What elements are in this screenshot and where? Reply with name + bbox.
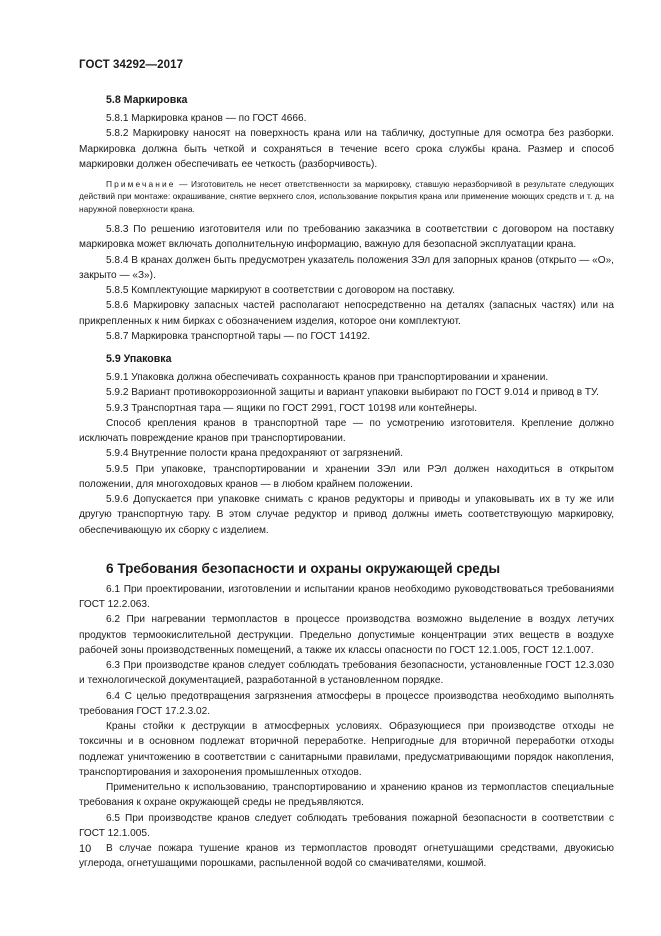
paragraph-5-9-4: 5.9.4 Внутренние полости крана предохраняют от загрязнений. (106, 448, 404, 460)
paragraph-5-9-2: 5.9.2 Вариант противокоррозионной защиты и вариант упаковки выбирают по ГОСТ 9.014 и привод в ТУ. (106, 387, 599, 399)
paragraph-6-2: 6.2 При нагревании термопластов в процессе производства возможно выделение в воздух летучих продуктов термоокислительной деструкции. Предельно допустимые концентрации этих веществ в воздухе рабочей зоны производственных помещений, а также их классы опасности по ГОСТ 12.1.005, ГОСТ 12.1.007. (79, 614, 614, 656)
paragraph-6-5: 6.5 При производстве кранов следует соблюдать требования пожарной безопасности в соответствии с ГОСТ 12.1.005. (79, 812, 614, 839)
paragraph-6-4: 6.4 С целью предотвращения загрязнения атмосферы в процессе производства необходимо выполнять требования ГОСТ 17.2.3.02. (79, 690, 614, 717)
section-6-heading: 6 Требования безопасности и охраны окружающей среды (106, 560, 501, 576)
paragraph-6-3: 6.3 При производстве кранов следует соблюдать требования безопасности, установленные ГОСТ 12.3.030 и технологической документацией, разработанной в установленном порядке. (79, 660, 614, 687)
paragraph-5-8-6: 5.8.6 Маркировку запасных частей располагают непосредственно на деталях (запасных частях) или на прикрепленных к ним бирках с обозначением изделия, которое они комплектуют. (79, 300, 614, 327)
document-body (79, 92, 614, 872)
document-header: ГОСТ 34292—2017 (79, 59, 184, 71)
paragraph-6-4-cont-2: Применительно к использованию, транспортированию и хранению кранов из термопластов специальные требования к охране окружающей среды не предъявляются. (79, 782, 614, 809)
paragraph-5-8-1: 5.8.1 Маркировка кранов — по ГОСТ 4666. (106, 113, 307, 124)
paragraph-5-9-3-cont: Способ крепления кранов в транспортной таре — по усмотрению изготовителя. Крепление должно исключать повреждение кранов при транспортировании. (79, 417, 614, 445)
page-number: 10 (79, 843, 92, 855)
section-5-8-heading: 5.8 Маркировка (106, 94, 188, 106)
paragraph-5-9-6: 5.9.6 Допускается при упаковке снимать с кранов редукторы и приводы и упаковывать их в ту же или другую транспортную тару. В этом случае редуктор и привод должны иметь соответствующую маркировку, обеспечивающую их сборку с изделием. (79, 494, 614, 536)
paragraph-5-8-2: 5.8.2 Маркировку наносят на поверхность крана или на табличку, доступные для осмотра без разборки. Маркировка должна быть четкой и сохраняться в течение всего срока службы крана. Размер и способ маркировки должен обеспечивать ее четкость (разборчивость). (79, 128, 614, 170)
note-paragraph (79, 178, 614, 215)
paragraph-5-9-5: 5.9.5 При упаковке, транспортировании и хранении ЗЭл или РЭл должен находиться в открытом положении, для многоходовых кранов — в любом крайнем положении. (79, 463, 614, 490)
section-5-9-heading: 5.9 Упаковка (106, 353, 172, 366)
paragraph-6-1: 6.1 При проектировании, изготовлении и испытании кранов необходимо руководствоваться требованиями ГОСТ 12.2.063. (79, 583, 614, 611)
paragraph-5-8-4: 5.8.4 В кранах должен быть предусмотрен указатель положения ЗЭл для запорных кранов (открыто — «О», закрыто — «З»). (79, 254, 614, 281)
paragraph-6-5-cont: В случае пожара тушение кранов из термопластов проводят огнетушащими средствами, двуокисью углерода, огнетушащими порошками, распыленной водой со смачивателями, кошмой. (79, 843, 614, 870)
note-label: Примечание (106, 179, 176, 189)
paragraph-5-8-5: 5.8.5 Комплектующие маркируют в соответствии с договором на поставку. (106, 285, 455, 297)
paragraph-5-9-1: 5.9.1 Упаковка должна обеспечивать сохранность кранов при транспортировании и хранении. (106, 372, 549, 384)
paragraph-5-9-3: 5.9.3 Транспортная тара — ящики по ГОСТ 2991, ГОСТ 10198 или контейнеры. (106, 402, 478, 414)
paragraph-5-8-3: 5.8.3 По решению изготовителя или по требованию заказчика в соответствии с договором на поставку маркировка может включать дополнительную информацию, важную для безопасной эксплуатации крана. (79, 224, 614, 251)
note-text: — Изготовитель не несет ответственности за маркировку, ставшую неразборчивой в результате следующих действий при монтаже: окрашивание, снятие верхнего слоя, использование покрытия крана или применение моющих средств и т. д. на наружной поверхности крана. (79, 179, 614, 214)
paragraph-5-8-7: 5.8.7 Маркировка транспортной тары — по ГОСТ 14192. (106, 330, 371, 342)
paragraph-6-4-cont-1: Краны стойки к деструкции в атмосферных условиях. Образующиеся при производстве отходы не токсичны и в основном подлежат вторичной переработке. Непригодные для вторичной переработки отходы подлежат уничтожению в соответствии с санитарными правилами, предусматривающими порядок накопления, транспортирования и захоронения промышленных отходов. (79, 721, 614, 778)
